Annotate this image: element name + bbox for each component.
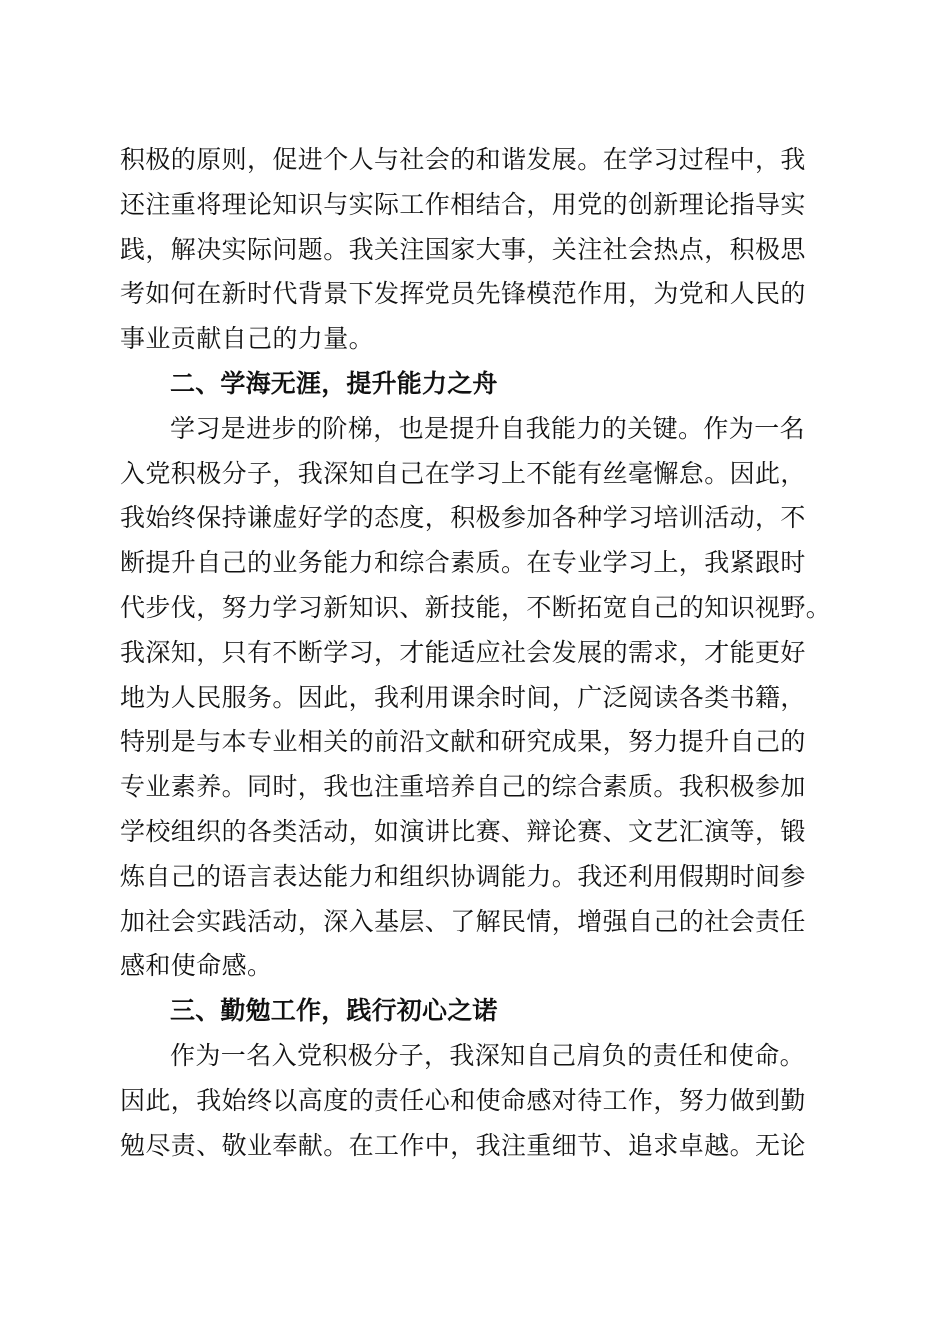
text-line: 因此，我始终以高度的责任心和使命感对待工作，努力做到勤 bbox=[120, 1085, 806, 1115]
text-line: 地为人民服务。因此，我利用课余时间，广泛阅读各类书籍， bbox=[120, 682, 806, 712]
text-line: 勉尽责、敬业奉献。在工作中，我注重细节、追求卓越。无论 bbox=[120, 1130, 806, 1160]
text-line: 考如何在新时代背景下发挥党员先锋模范作用，为党和人民的 bbox=[120, 279, 806, 309]
section-3-paragraph bbox=[120, 1034, 840, 1168]
text-line: 代步伐，努力学习新知识、新技能，不断拓宽自己的知识视野。 bbox=[120, 592, 832, 622]
text-line: 专业素养。同时，我也注重培养自己的综合素质。我积极参加 bbox=[120, 772, 806, 802]
text-line: 断提升自己的业务能力和综合素质。在专业学习上，我紧跟时 bbox=[120, 548, 806, 578]
section-heading-2: 二、学海无涯，提升能力之舟 bbox=[170, 368, 498, 398]
section-2-paragraph bbox=[120, 407, 840, 989]
document-body bbox=[120, 138, 840, 1168]
text-line: 炼自己的语言表达能力和组织协调能力。我还利用假期时间参 bbox=[120, 861, 806, 891]
paragraph-continuation bbox=[120, 138, 840, 362]
text-line: 加社会实践活动，深入基层、了解民情，增强自己的社会责任 bbox=[120, 906, 806, 936]
text-line: 践，解决实际问题。我关注国家大事，关注社会热点，积极思 bbox=[120, 234, 806, 264]
text-line: 还注重将理论知识与实际工作相结合，用党的创新理论指导实 bbox=[120, 189, 806, 219]
text-line: 学校组织的各类活动，如演讲比赛、辩论赛、文艺汇演等，锻 bbox=[120, 816, 806, 846]
section-heading-3: 三、勤勉工作，践行初心之诺 bbox=[170, 996, 498, 1026]
text-line: 特别是与本专业相关的前沿文献和研究成果，努力提升自己的 bbox=[120, 727, 806, 757]
text-line: 事业贡献自己的力量。 bbox=[120, 324, 375, 354]
text-line: 作为一名入党积极分子，我深知自己肩负的责任和使命。 bbox=[170, 1040, 806, 1070]
text-line: 学习是进步的阶梯，也是提升自我能力的关键。作为一名 bbox=[170, 413, 806, 443]
text-line: 我始终保持谦虚好学的态度，积极参加各种学习培训活动，不 bbox=[120, 503, 806, 533]
text-line: 积极的原则，促进个人与社会的和谐发展。在学习过程中，我 bbox=[120, 145, 806, 174]
text-line: 我深知，只有不断学习，才能适应社会发展的需求，才能更好 bbox=[120, 637, 806, 667]
text-line: 感和使命感。 bbox=[120, 951, 273, 981]
text-line: 入党积极分子，我深知自己在学习上不能有丝毫懈怠。因此， bbox=[120, 458, 806, 488]
